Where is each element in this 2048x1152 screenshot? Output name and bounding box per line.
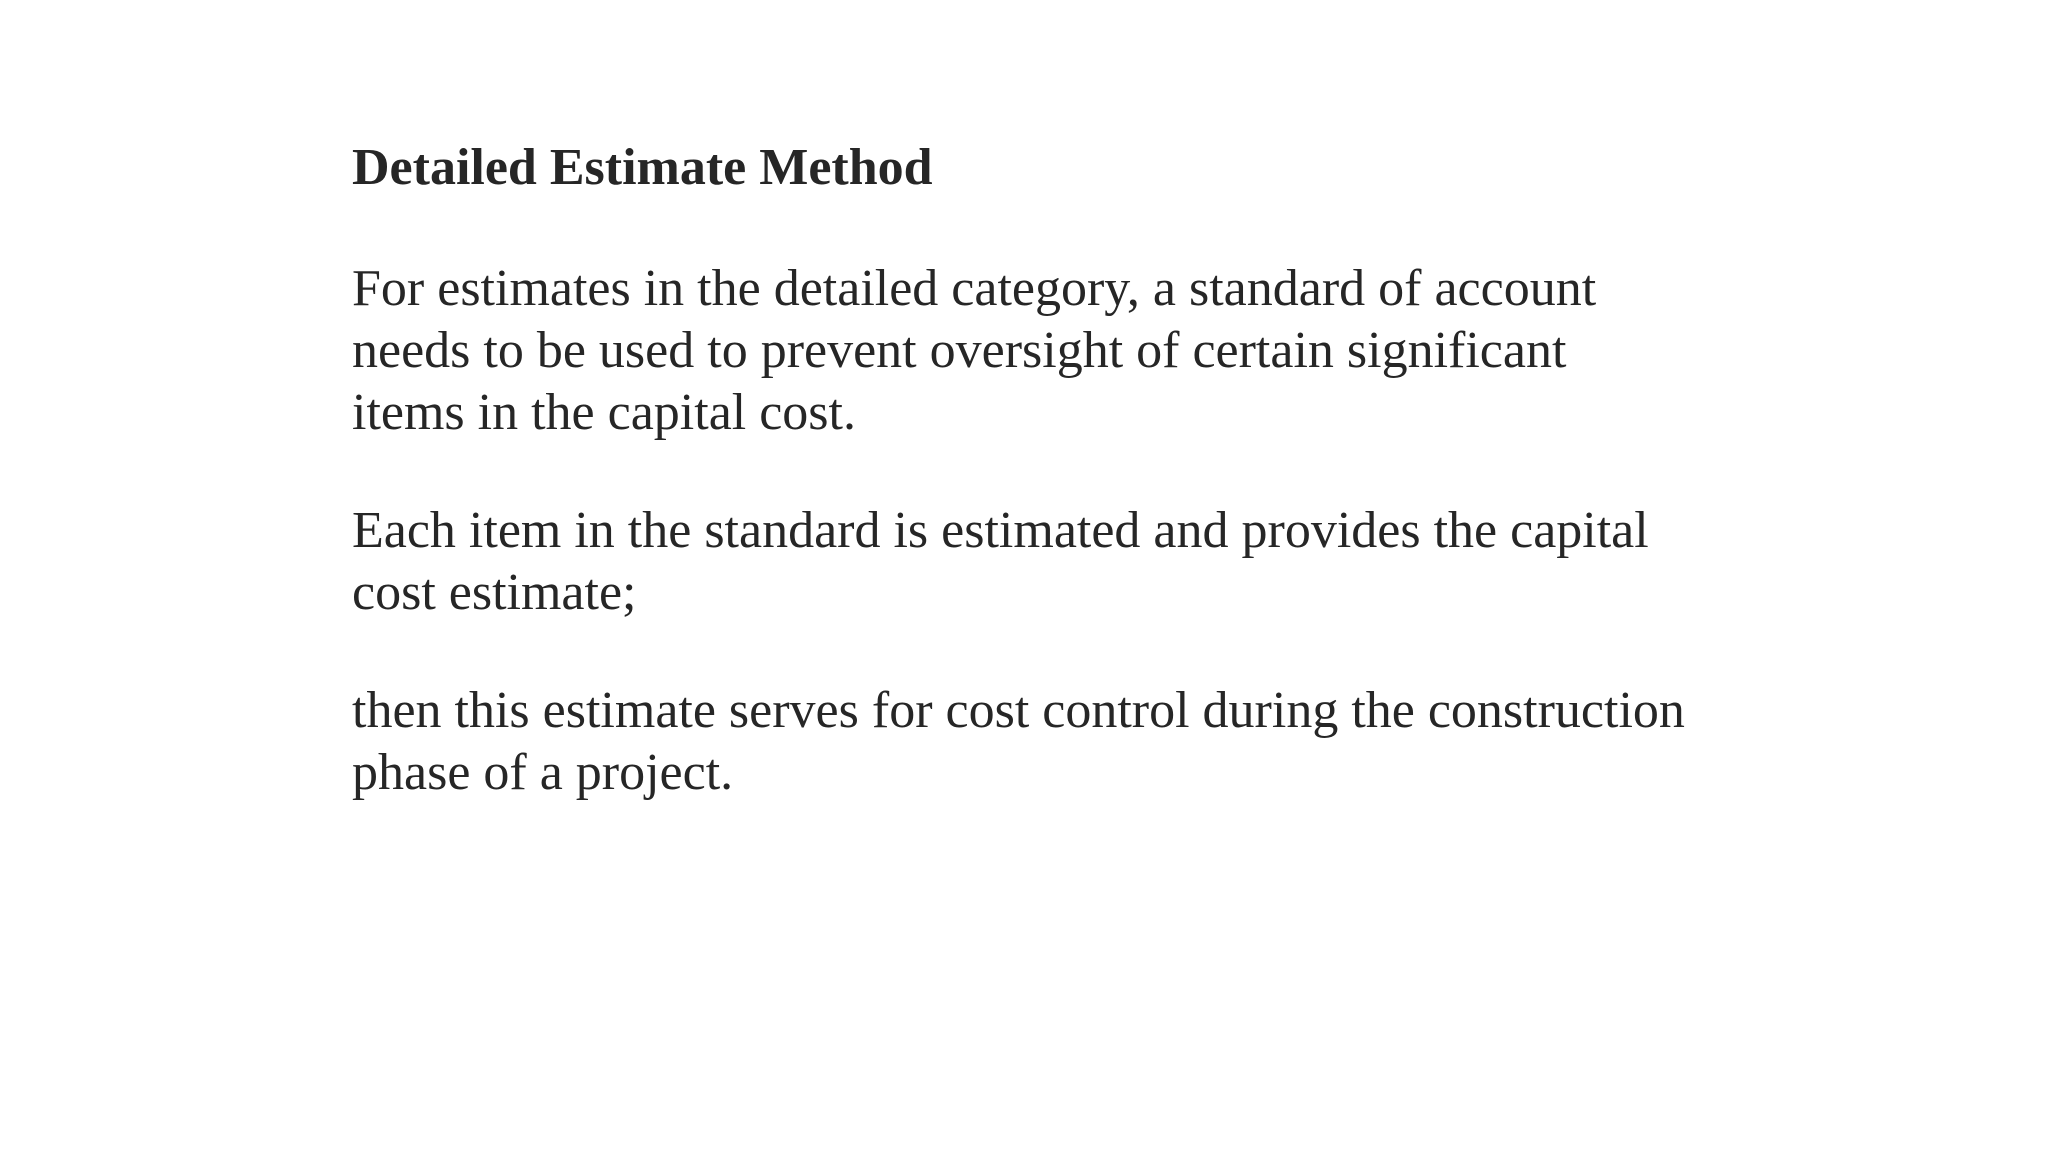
slide-content xyxy=(352,134,1772,804)
paragraph-line: cost estimate; xyxy=(352,564,637,621)
paragraph-line: phase of a project. xyxy=(352,744,734,801)
paragraph-item-estimation xyxy=(352,500,1772,624)
paragraph-line: then this estimate serves for cost control during the construction xyxy=(352,682,1685,739)
paragraph-line: For estimates in the detailed category, a standard of account xyxy=(352,260,1597,317)
slide-title: Detailed Estimate Method xyxy=(352,139,933,196)
paragraph-line: needs to be used to prevent oversight of certain significant xyxy=(352,322,1567,379)
paragraph-line: items in the capital cost. xyxy=(352,384,856,441)
paragraph-standard-of-account xyxy=(352,258,1772,444)
paragraph-cost-control xyxy=(352,680,1772,804)
paragraph-line: Each item in the standard is estimated and provides the capital xyxy=(352,502,1649,559)
